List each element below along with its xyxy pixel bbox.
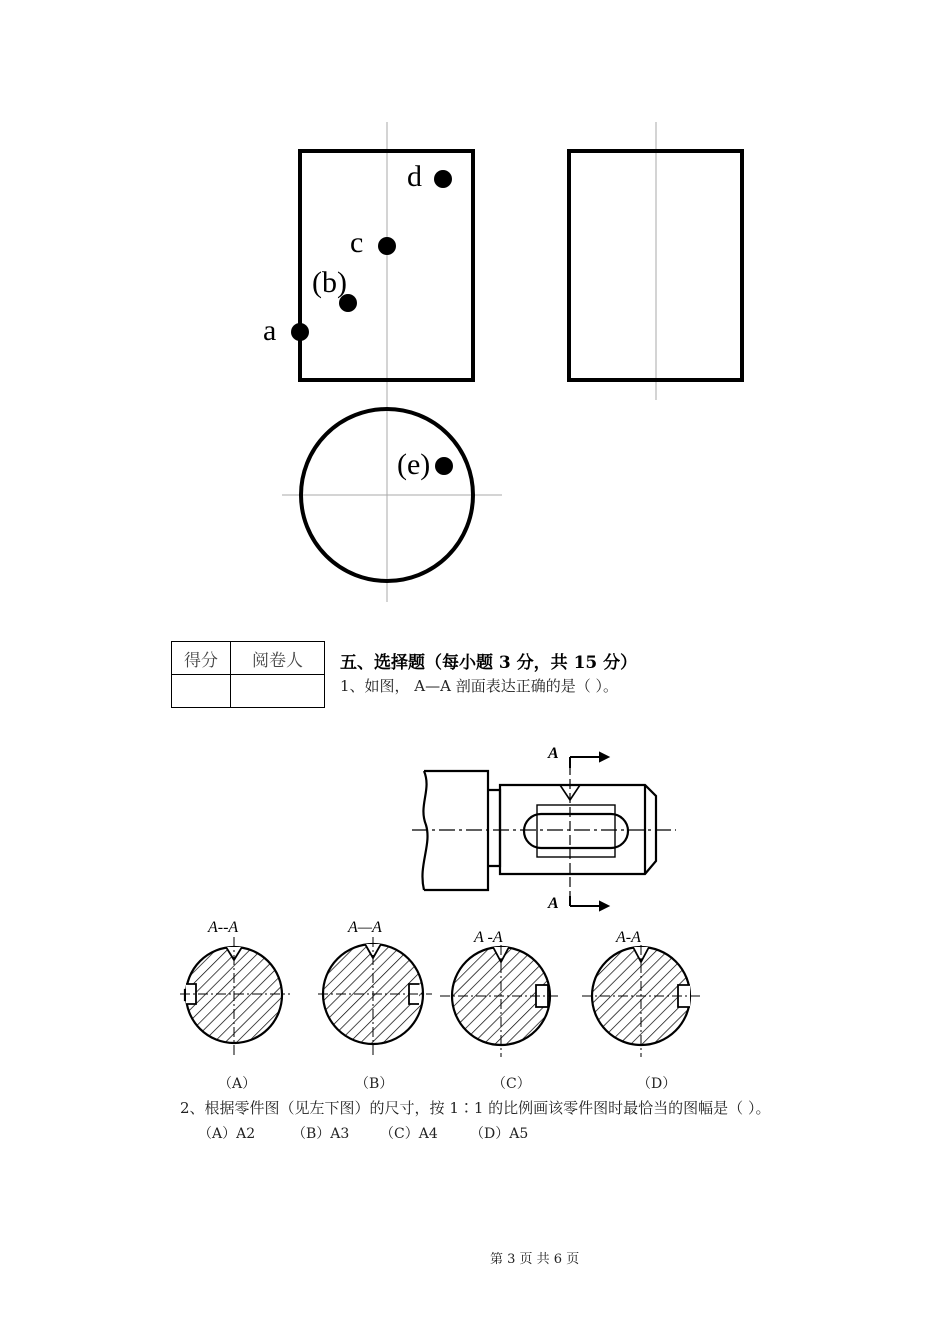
point-a-label: a [263,314,277,347]
point-e-label: (e) [397,448,431,481]
section-option-b[interactable] [318,919,432,1055]
page-footer: 第 3 页 共 6 页 [490,1252,580,1267]
q2-option-a[interactable]: （A）A2 [198,1126,256,1142]
question-1-text: 1、如图， A—A 剖面表达正确的是（ ）。 [340,677,619,695]
section-title-b: A—A [348,919,382,936]
point-d-label: d [407,160,422,193]
section-option-c[interactable] [440,929,558,1057]
shaft-drawing [422,771,656,890]
section-option-d[interactable] [582,929,700,1057]
section-option-a[interactable] [180,919,290,1055]
point-c-label: c [350,226,364,259]
section-title: 五、选择题（每小题 3 分，共 15 分） [340,653,638,673]
question-2-text: 2、根据零件图（见左下图）的尺寸，按 1∶1 的比例画该零件图时最恰当的图幅是（ ）。 [180,1099,771,1117]
score-header: 得分 [172,642,231,675]
section-label-bottom: A [548,895,559,912]
section-title-d: A-A [616,929,641,946]
q1-option-b-label[interactable]: （B） [355,1076,394,1092]
q2-option-b[interactable]: （B）A3 [292,1126,350,1142]
section-label-top: A [548,745,559,762]
grader-header: 阅卷人 [231,642,325,675]
point-b-label: (b) [312,266,347,299]
q1-option-d-label[interactable]: （D） [637,1076,677,1092]
q2-option-d[interactable]: （D）A5 [470,1126,529,1142]
q2-option-c[interactable]: （C）A4 [380,1126,438,1142]
q1-option-a-label[interactable]: （A） [218,1076,257,1092]
q1-option-c-label[interactable]: （C） [492,1076,531,1092]
section-title-a: A--A [208,919,239,936]
section-title-c: A -A [474,929,503,946]
section-arrows [570,753,608,910]
